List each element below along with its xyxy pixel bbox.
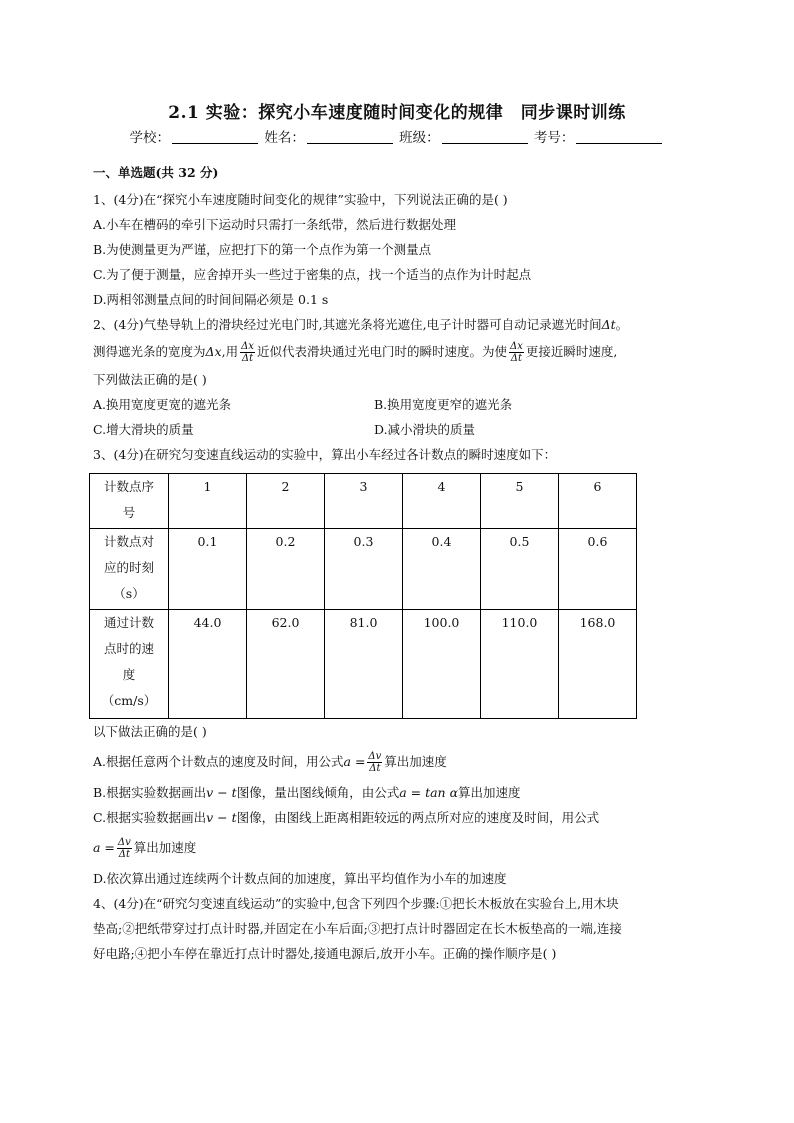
table-cell: 0.3 xyxy=(325,529,403,610)
table-cell: 168.0 xyxy=(559,610,637,719)
table-cell: 6 xyxy=(559,474,637,529)
table-cell: 5 xyxy=(481,474,559,529)
row-header-index xyxy=(90,474,169,529)
fraction-denominator: Δt xyxy=(241,353,254,364)
question-3-stem: 3、(4分)在研究匀变速直线运动的实验中，算出小车经过各计数点的瞬时速度如下： xyxy=(93,447,557,462)
dv-over-dt-fraction xyxy=(367,751,382,774)
table-cell: 0.1 xyxy=(169,529,247,610)
option-text: C.根据实验数据画出 xyxy=(93,810,207,825)
section-title: 一、单选题(共 32 分) xyxy=(93,165,219,180)
table-cell: 100.0 xyxy=(403,610,481,719)
question-3 xyxy=(93,442,703,891)
question-2-text: 2、(4分)气垫导轨上的滑块经过光电门时,其遮光条将光遮住,电子计时器可自动记录遮光时间 xyxy=(93,317,602,332)
table-cell: 0.4 xyxy=(403,529,481,610)
question-2-options-row-1 xyxy=(93,392,703,417)
option-text: A.根据任意两个计数点的速度及时间，用公式 xyxy=(93,754,344,769)
exam-number-label: 考号： xyxy=(533,130,575,146)
fraction-denominator: Δt xyxy=(510,353,523,364)
question-2 xyxy=(93,312,703,442)
header-text: （s） xyxy=(113,586,145,601)
question-1-option-a[interactable]: A.小车在槽码的牵引下运动时只需打一条纸带，然后进行数据处理 xyxy=(93,217,457,232)
fraction-numerator: Δv xyxy=(117,837,131,848)
exam-number-blank[interactable] xyxy=(576,131,662,144)
delta-t-symbol: Δt xyxy=(601,317,616,332)
question-1-stem: 1、(4分)在“探究小车速度随时间变化的规律”实验中，下列说法正确的是( ) xyxy=(93,192,508,207)
question-2-text: 测得遮光条的宽度为 xyxy=(93,344,206,359)
table-cell: 3 xyxy=(325,474,403,529)
question-3-option-c-formula xyxy=(93,830,703,866)
fraction-denominator: Δt xyxy=(369,763,381,774)
question-2-option-a[interactable]: A.换用宽度更宽的遮光条 xyxy=(93,397,232,412)
option-text: B.根据实验数据画出 xyxy=(93,785,207,800)
dv-over-dt-fraction xyxy=(117,837,132,860)
table-cell: 0.5 xyxy=(481,529,559,610)
question-3-option-d[interactable]: D.依次算出通过连续两个计数点间的加速度，算出平均值作为小车的加速度 xyxy=(93,871,507,886)
question-2-option-d[interactable]: D.减小滑块的质量 xyxy=(374,422,476,437)
table-cell: 4 xyxy=(403,474,481,529)
vt-symbol: v − t xyxy=(206,810,237,825)
header-text: 应的时刻 xyxy=(103,560,154,575)
school-blank[interactable] xyxy=(172,131,258,144)
row-header-time xyxy=(90,529,169,610)
fraction-numerator: Δx xyxy=(509,341,523,352)
header-text: 通过计数 xyxy=(103,615,154,630)
table-cell: 44.0 xyxy=(169,610,247,719)
question-2-options-row-2 xyxy=(93,417,703,442)
question-3-option-c[interactable] xyxy=(93,805,703,830)
question-4 xyxy=(93,891,703,966)
header-text: 度 xyxy=(122,667,136,682)
option-text: 图像，由图线上距离相距较远的两点所对应的速度及时间，用公式 xyxy=(236,810,600,825)
question-2-stem-line-1 xyxy=(93,312,703,337)
question-3-option-a[interactable] xyxy=(93,744,703,780)
question-2-text: 更接近瞬时速度, xyxy=(525,344,618,359)
tan-formula: a = tan α xyxy=(399,785,459,800)
question-content xyxy=(93,163,703,966)
question-1-option-c[interactable]: C.为了便于测量，应舍掉开头一些过于密集的点，找一个适当的点作为计时起点 xyxy=(93,267,532,282)
option-text: 图像，量出图线倾角，由公式 xyxy=(236,785,400,800)
header-text: 点时的速 xyxy=(103,641,154,656)
question-1-option-b[interactable]: B.为使测量更为严谨，应把打下的第一个点作为第一个测量点 xyxy=(93,242,432,257)
table-cell: 62.0 xyxy=(247,610,325,719)
question-2-text-end: 。 xyxy=(615,317,629,332)
vt-symbol: v − t xyxy=(206,785,237,800)
question-4-line-2: 垫高;②把纸带穿过打点计时器,并固定在小车后面;③把打点计时器固定在长木板垫高的一端,连接 xyxy=(93,921,622,936)
formula-lhs: a = xyxy=(343,754,366,769)
question-4-line-3: 好电路;④把小车停在靠近打点计时器处,接通电源后,放开小车。正确的操作顺序是( ) xyxy=(93,946,557,961)
name-blank[interactable] xyxy=(307,131,393,144)
header-text: （cm/s） xyxy=(101,693,157,708)
table-cell: 110.0 xyxy=(481,610,559,719)
delta-x-symbol: Δx xyxy=(205,344,222,359)
question-3-after-table: 以下做法正确的是( ) xyxy=(93,724,207,739)
header-text: 计数点对 xyxy=(103,534,154,549)
question-4-line-1: 4、(4分)在“研究匀变速直线运动”的实验中,包含下列四个步骤:①把长木板放在实验台上,用木块 xyxy=(93,896,619,911)
table-row-speed xyxy=(90,610,637,719)
dx-over-dt-fraction xyxy=(509,341,524,364)
school-label: 学校： xyxy=(129,130,171,146)
table-row-index xyxy=(90,474,637,529)
dx-over-dt-fraction xyxy=(240,341,255,364)
option-text: 算出加速度 xyxy=(133,840,197,855)
question-1-option-d[interactable]: D.两相邻测量点间的时间间隔必须是 0.1 s xyxy=(93,292,329,307)
header-text: 号 xyxy=(122,505,136,520)
page-title: 2.1 实验：探究小车速度随时间变化的规律 同步课时训练 xyxy=(168,103,626,123)
option-text: 算出加速度 xyxy=(384,754,447,769)
table-cell: 1 xyxy=(169,474,247,529)
class-blank[interactable] xyxy=(442,131,528,144)
question-2-option-c[interactable]: C.增大滑块的质量 xyxy=(93,422,194,437)
row-header-speed xyxy=(90,610,169,719)
question-2-stem-line-3: 下列做法正确的是( ) xyxy=(93,372,207,387)
name-label: 姓名： xyxy=(264,130,305,146)
fraction-denominator: Δt xyxy=(118,849,130,860)
header-text: 计数点序 xyxy=(103,479,154,494)
question-2-text: ,用 xyxy=(221,344,239,359)
fraction-numerator: Δx xyxy=(241,341,254,352)
velocity-table xyxy=(89,473,637,719)
class-label: 班级： xyxy=(399,130,440,146)
fraction-numerator: Δv xyxy=(368,751,382,762)
table-row-time xyxy=(90,529,637,610)
student-info-line xyxy=(0,126,794,146)
table-cell: 0.6 xyxy=(559,529,637,610)
question-1 xyxy=(93,187,703,312)
question-2-stem-line-2 xyxy=(93,337,703,367)
formula-lhs: a = xyxy=(93,840,115,855)
question-2-text: 近似代表滑块通过光电门时的瞬时速度。为使 xyxy=(256,344,507,359)
question-3-option-b[interactable] xyxy=(93,780,703,805)
table-cell: 2 xyxy=(247,474,325,529)
option-text: 算出加速度 xyxy=(458,785,521,800)
question-2-option-b[interactable]: B.换用宽度更窄的遮光条 xyxy=(374,397,513,412)
table-cell: 0.2 xyxy=(247,529,325,610)
table-cell: 81.0 xyxy=(325,610,403,719)
